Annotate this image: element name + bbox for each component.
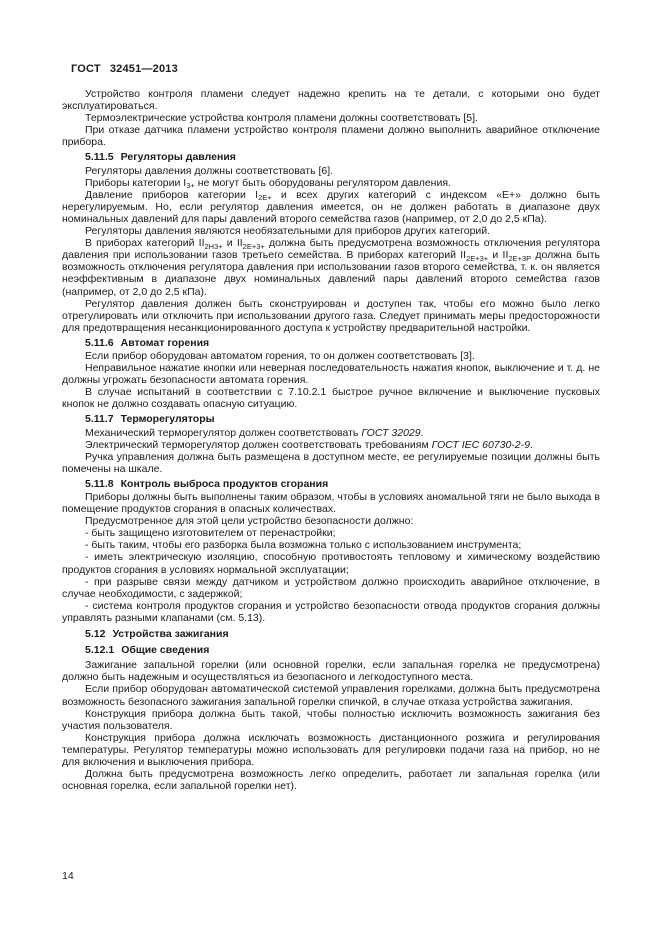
heading-title: Автомат горения (120, 336, 210, 349)
paragraph: Приборы должны быть выполнены таким образом, чтобы в условиях аномальной тяги не было выхода в помещение продуктов сгорания в опасных количествах. (62, 491, 600, 516)
list-item: - иметь электрическую изоляцию, способную противостоять тепловому и химическому воздействию продуктов сгорания в условиях нормальной эксплуатации; (62, 551, 600, 576)
section-heading (62, 337, 600, 349)
list-item: - при разрыве связи между датчиком и устройством должно происходить аварийное отключение, в случае необходимости, с задержкой; (62, 575, 600, 600)
heading-number: 5.11.6 (85, 336, 114, 349)
paragraph: Электрический терморегулятор должен соответствовать требованиям ГОСТ IEC 60730-2-9. (85, 438, 533, 451)
heading-title: Контроль выброса продуктов сгорания (120, 477, 329, 490)
list-item: - система контроля продуктов сгорания и устройство безопасности отвода продуктов сгорания должны управлять разными клапанами (см. 5.13). (62, 599, 600, 624)
heading-number: 5.11.8 (85, 477, 114, 490)
paragraph: Давление приборов категории $I_{2E+}$ и всех других категорий с индексом «Е+» должно быть нерегулируемым. Но, если регулятор давления имеется, он не должен работать в диапазоне двух номинальных давлений для пары давлений второго семейства газов (например, от 2,0 до 2,5 кПа). (62, 188, 600, 225)
paragraph: Должна быть предусмотрена возможность легко определить, работает ли запальная горелка (или основная горелка, если запальной горелки нет). (62, 768, 600, 793)
paragraph: Механический терморегулятор должен соответствовать ГОСТ 32029. (85, 426, 424, 439)
paragraph: Термоэлектрические устройства контроля пламени должны соответствовать [5]. (85, 112, 478, 125)
heading-title: Терморегуляторы (120, 413, 215, 426)
paragraph: В случае испытаний в соответствии с 7.10.2.1 быстрое ручное включение и выключение пусковых кнопок не должно создавать опасную ситуацию. (62, 386, 600, 411)
paragraph: В приборах категорий $II_{2H3+}$ и $II_{2E+3+}$ должна быть предусмотрена возможность отключения регулятора давления при использовании газов третьего семейства. В приборах категорий $II_{2E+3+}$ и $II_{2E+3P}$ должна быть возможность отключения регулятора давления при использовании газов второго семейства, т. к. он является неэффективным в диапазоне двух номинальных давлений пары давлений второго семейства газов (например, от 2,0 до 2,5 кПа). (62, 237, 600, 298)
paragraph: Регуляторы давления должны соответствовать [6]. (85, 164, 334, 177)
heading-title: Общие сведения (121, 644, 210, 657)
paragraph: Устройство контроля пламени следует надежно крепить на те детали, с которыми оно будет эксплуатироваться. (62, 88, 600, 113)
page-number: 14 (62, 870, 74, 882)
paragraph: Приборы категории $I_{3+}$ не могут быть оборудованы регулятором давления. (85, 176, 451, 191)
heading-number: 5.12.1 (85, 644, 115, 657)
paragraph: Конструкция прибора должна быть такой, чтобы полностью исключить возможность зажигания без участия пользователя. (62, 707, 600, 732)
running-header (71, 63, 178, 75)
section-heading (62, 151, 600, 163)
list-item: - быть таким, чтобы его разборка была возможна только с использованием инструмента; (85, 539, 522, 552)
paragraph: Предусмотренное для этой цели устройство безопасности должно: (85, 515, 414, 528)
paragraph: Конструкция прибора должна исключать возможность дистанционного розжига и регулирования температуры. Регулятор температуры можно использовать для регулировки подачи газа на прибор, но не для включения и выключения прибора. (62, 731, 600, 768)
heading-number: 5.11.7 (85, 413, 114, 426)
paragraph: Если прибор оборудован автоматом горения, то он должен соответствовать [3]. (85, 349, 475, 362)
heading-title: Регуляторы давления (120, 151, 236, 164)
paragraph: Регулятор давления должен быть сконструирован и доступен так, чтобы его можно было легко отрегулировать или отключить при использовании другого газа. Следует принимать меры предосторожности для предотвращения несанкционированного доступа к устройству предварительной настройки. (62, 297, 600, 334)
paragraph: Неправильное нажатие кнопки или неверная последовательность нажатия кнопок, выключение и т. д. не должны угрожать безопасности автомата горения. (62, 362, 600, 387)
heading-number: 5.11.5 (85, 151, 114, 164)
paragraph: Регуляторы давления являются необязательными для приборов других категорий. (85, 225, 491, 238)
paragraph: Если прибор оборудован автоматической системой управления горелками, должна быть предусмотрена возможность безопасного зажигания запальной горелки спичкой, в случае отказа устройства зажигания. (62, 683, 600, 708)
list-item: - быть защищено изготовителем от перенастройки; (85, 527, 336, 540)
section-heading (62, 644, 600, 656)
heading-title: Устройства зажигания (112, 628, 229, 641)
paragraph: При отказе датчика пламени устройство контроля пламени должно выполнить аварийное отключение прибора. (62, 124, 600, 149)
section-heading (62, 628, 600, 640)
standard-number: 32451—2013 (109, 63, 178, 75)
section-heading (62, 478, 600, 490)
paragraph: Ручка управления должна быть размещена в доступном месте, ее регулируемые позиции должны быть помечены на шкале. (62, 450, 600, 475)
paragraph: Зажигание запальной горелки (или основной горелки, если запальная горелка не предусмотрена) должно быть надежным и осуществляться из безопасного и легкодоступного места. (62, 659, 600, 684)
heading-number: 5.12 (85, 628, 106, 641)
document-body (62, 88, 600, 792)
section-heading (62, 413, 600, 425)
standard-designation: ГОСТ (71, 63, 101, 75)
